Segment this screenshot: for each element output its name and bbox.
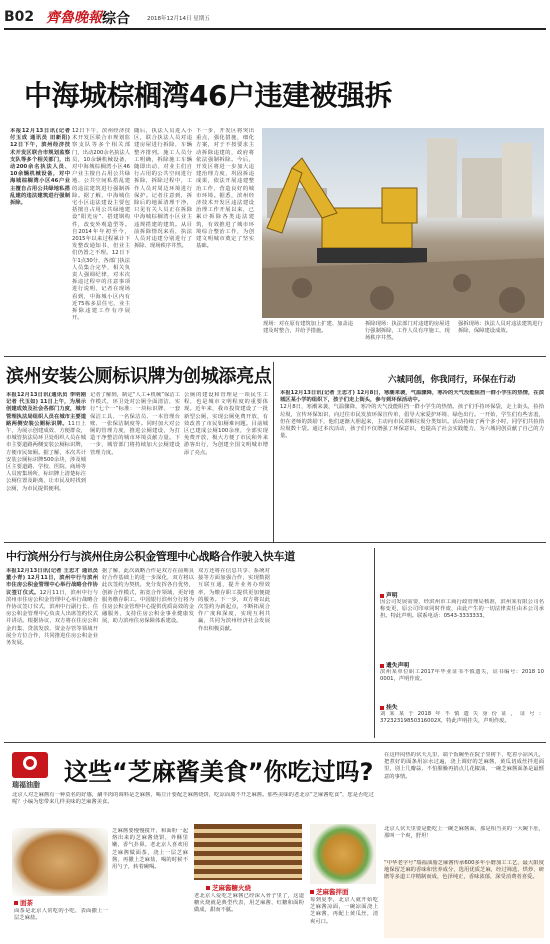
story1-col1: 12日下午，滨州经济技术开发区联合市规划监察支队等多个相关部门，出动200余名执法人员，10余辆机械设备，对中海城棕榈湾小区46户业主擅自占用公共绿地、公共空间私搭乱建的违法建筑进行强制拆除。据了解，中海城住宅小区违法建设主要包括擅自占用公共绿地建设“阳光房”、搭建钢构件，改变外观造型等。自2014年年初至今，2015年以来过程累计下发整改通知书，但业主们仍置之不理。12日下午1点30分，各部门执法人员集合完毕，相关负责人强调纪律，对本次拆违过程中的注意事项进行说明，记者在现场看到，中海城小区内有近75栋多层住宅，业主拆除违建工作有序展开。 — [72, 128, 130, 322]
square-bullet-icon — [14, 901, 18, 905]
square-bullet-icon — [380, 664, 384, 668]
issue-date: 2018年12月14日 星期五 — [147, 16, 210, 22]
divider-3 — [4, 742, 546, 743]
photo-mian-cha — [12, 828, 108, 896]
header-rule — [4, 28, 546, 30]
brand-logo — [12, 752, 48, 778]
story5-col3: 每到夏季，北京人就开始吃芝麻酱凉面，一碗凉面浇上芝麻酱，再配上黄瓜丝，清爽可口。 — [310, 897, 378, 925]
story5-col6: “中华老字号”瑞福油脂芝麻酱传承600多年小磨加工工艺，最大限度地保留芝麻的香味和营养成分，选用优质芝麻，经过筛选、烘炒、研磨等多道工序精制而成，色泽纯正，香味浓郁，深受消费者喜爱。 — [384, 860, 544, 938]
story5-col4: 在这样闷热的伏天儿里，端个饭碗坐在院子里树下，吃着小凉风儿，把煮好的面条用凉水过遍，浇上调好的芝麻酱，黄瓜切成丝拌进面里，别上几瓣蒜，不怕腥臊再捎点儿花椒油，一碗芝麻酱面条是最惬意的事情。 — [384, 752, 544, 780]
caption-title-2: 芝麻酱糖火烧 — [206, 883, 251, 892]
story5-lead: 北京人对芝麻酱有一种莫名的好感，涮羊肉的调料是芝麻酱，喝豆汁要配芝麻酱烧饼，吃凉面离不开芝麻酱。那些美味的老北京“芝麻酱吃食”，您是否吃过呢？小编为您带来几样美味的芝麻酱美食。 — [12, 792, 374, 806]
page-number: B02 — [4, 9, 35, 25]
caption-title-1: 面茶 — [14, 898, 33, 907]
square-bullet-icon — [310, 890, 314, 894]
story1-col3: 下一步，开发区将突出重点，强化措施，细化方案，对于不按要求主动拆除违建的，政府将依法强制拆除。今后，开发区将进一步加大违建治理力度，巩固拆违成果，依法开展违建整治工作，营造良好的城市环境。据悉，滨州经济技术开发区违法建设治理工作开展以来，已累计拆除各类违法建筑，有效推进了城市环境综合整治工作，为创建文明城市奠定了坚实基础。 — [196, 128, 254, 250]
story4-col2: 据了解，此次战略合作是双方在前期良好合作基础上的进一步深化，双方将以此次签约为契机，充分发挥各自优势，创新合作模式，拓宽合作领域，更好地服务缴存职工。中国银行滨州分行将为住房公积金管理中心提供优质高效的金融服务，支持住房公积金事业健康发展，助力滨州住房保障体系建设。 — [102, 568, 194, 625]
story4-col1: 本报12月13日讯(记者 王忠才 通讯员 董小青) 12月11日，滨州中行与滨州市住房公积金管理中心举行战略合作协议签订仪式。12月11日，滨州中行与滨州市住房公积金管理中心举行战略合作协议签订仪式，滨州中行副行长、住房公积金管理中心负责人出席签约仪式并讲话。根据协议，双方将在住房公积金归集、贷款发放、资金存管等领域开展全方位合作，共同推进住房公积金业务发展。 — [6, 568, 98, 647]
photo-sugar-pastry — [194, 824, 302, 880]
newspaper-logo: 齊魯晚報 — [46, 10, 102, 26]
story5-col2: 老北京人爱吃芝麻酱已经深入骨子里了，这道糖火烧就是典型代表，用芝麻酱、红糖和面粉做成，甜而不腻。 — [194, 893, 304, 914]
story3-body: 本报12月13日讯(记者 王忠才) 12月8日，寒潮来袭，气温骤降，寒冷的天气没能阻挡一群小学生的热情，在滨城区某小学的组织下，孩子们走上街头，参与到环保活动中。 12月8日，寒潮来袭，气温骤降，寒冷的天气没能阻挡一群小学生的热情。孩子们手持环保袋，走上街头，捡拾垃圾，宣传环保知识，向过往市民发放环保宣传单，倡导大家爱护环境、绿色出行。一开始，学生们有些害羞，但在老师的鼓励下，他们逐渐大胆起来，主动向市民讲解垃圾分类知识。活动持续了两个多小时，同学们共捡拾垃圾数十袋。通过本次活动，孩子们不仅增强了环保意识，也提高了社会实践能力，为六城同创贡献了自己的力量。 — [280, 390, 544, 440]
story5-col5: 北京人伏天里要是能吃上一碗芝麻酱面，那是相当美的一大碗下肚，那叫一个爽，舒坦！ — [384, 826, 544, 840]
notices-panel — [380, 590, 544, 741]
notice-title-3: 挂失 — [380, 702, 544, 711]
notice-title-1: 声明 — [380, 590, 544, 599]
headline-demolition: 中海城棕榈湾46户违建被强拆 — [24, 79, 392, 112]
divider-2 — [4, 542, 546, 543]
demolition-photo — [262, 128, 544, 318]
square-bullet-icon — [206, 886, 210, 890]
column-divider-1 — [273, 362, 274, 542]
photo-noodles — [310, 824, 376, 884]
headline-environment: 六城同创，你我同行，环保在行动 — [388, 375, 516, 385]
notice-text-3: 刘某某于2018年不慎遗失身份证，证号：37232319850316002X，特此声明挂失，声明作废。 — [380, 711, 544, 725]
headline-sesame-paste: 这些“芝麻酱美食”你吃过吗? — [64, 758, 374, 786]
story2-col2: 记者了解到，制定“人工+机械”保洁工作模式，环卫处对公厕全面清洁，实行“七个一”标准：一块标识牌、一套保洁工具、一名保洁员、一本管理台账、一张保洁制度等。同时加大对公厕的管理力度，推进公厕建设，为打造干净整洁的城市环境贡献力量。下一步，城管部门将持续加大公厕建设管理力度。 — [90, 392, 180, 456]
notice-text-2: 滨州某单位职工2017年毕业证书不慎遗失，证书编号：2018 10 0001，声明作废。 — [380, 669, 544, 683]
notice-title-2: 遗失声明 — [380, 660, 544, 669]
story1-col2: 随后，执法人员进入小区，联合执法人员对违建房屋进行拆除，车辆整齐排列。施工人员分工明确，拆除施工车辆随即出动，对业主们自行占用的公共空间进行拆除，拆除过程中，工作人员对周边环境进行保护。记者注意到，拆除后的地面清理干净，只见有关人员正在拆除中海城棕榈湾小区业主违规搭建的建筑。从目前拆除情况来看，执法人员对违建分别进行了拆除、现场秩序井然。 — [134, 128, 192, 250]
story4-col3: 双方还将在信息共享、系统对接等方面加强合作，实现数据互联互通，提升业务办理效率，为缴存职工提供更加便捷的服务。下一步，双方将以此次签约为新起点，不断拓展合作广度和深度，实现互利共赢，共同为滨州经济社会发展作出积极贡献。 — [198, 568, 270, 632]
brand-name: 瑞福油脂 — [12, 781, 40, 789]
headline-bank-partnership: 中行滨州分行与滨州住房公积金管理中心战略合作驶入快车道 — [6, 550, 295, 563]
section-name: 综合 — [102, 11, 130, 27]
divider-1 — [4, 356, 546, 357]
headline-toilet-signs: 滨州安装公厕标识牌为创城添亮点 — [6, 366, 272, 387]
caption-text-1: 面茶是北京人常吃的小吃，表面撒上一层芝麻盐。 — [14, 908, 108, 922]
notice-text-1: 因公司发展需要，经滨州市工商行政管理局核准，滨州某有限公司名称变更，原公司印章同时作废，由此产生的一切法律责任由本公司承担。特此声明。联系电话：0543-3333333。 — [380, 599, 544, 620]
square-bullet-icon — [380, 594, 384, 598]
caption-title-3: 芝麻酱拌面 — [310, 887, 349, 896]
story2-col1: 本报12月13日讯(通讯员 李明刚 记者 代玉如) 11日上午，为展示创建成效及社会各部门力度，城市管理执法局组织人员在城市主要道路两侧安装公厕标识牌。11日上午，为展示创建成效、方便群众，市城管执法局环卫处组织人员在城市主要道路两侧安装公厕标识牌，方便市民如厕。据了解，本次共计安装公厕标识牌500余块，涉及城区主要道路、学校、医院、商场等人员密集场所，标识牌上清楚标注公厕位置及距离，让市民及时找到公厕，为市民提供便利。 — [6, 392, 86, 492]
story1-byline: 本报12月13日讯(记者 付玉成 通讯员 田新阳) 12日下午，滨州经济技术开发区联合市规划监察支队等多个相关部门，出动200余名执法人员、10余辆机械设备，对中海城棕榈湾小区46户业主擅自占用公共绿地私搭乱建的违法建筑进行强制拆除。 — [10, 128, 70, 207]
story2-col3: 公厕的建设和管理是一项民生工程，也是城市文明程度的重要体现。近年来，我市投资建设了一批新型公厕，实现公厕免费开放，有效改善了市民如厕难问题。目前城区已建成公厕100余座，全部实现免费开放，极大方便了市民和外来游客出行，为创建全国文明城市增添了亮点。 — [184, 392, 268, 456]
photo-caption-3: 强拆现场：执法人员对违法建筑进行拆除，保障建设成效。 — [458, 321, 543, 334]
photo-caption-2: 拆除现场：执法部门对违建的房屋进行强制拆除，工作人员有序施工，现场秩序井然。 — [365, 321, 450, 341]
column-divider-2 — [374, 548, 375, 738]
square-bullet-icon — [380, 706, 384, 710]
photo-caption-1: 现场：对在原有建筑加上扩建、加盖违建及时整合，并给予措施。 — [263, 321, 354, 334]
story5-col1: 芝麻酱要慢慢搅开，和面粉一起烙出来的芝麻酱烧饼，外酥里嫩，香气扑鼻。老北京人喜欢用芝麻酱做面茶，浇上一层芝麻酱，再撒上芝麻盐，喝的时候不用勺子，转着碗喝。 — [112, 828, 188, 871]
